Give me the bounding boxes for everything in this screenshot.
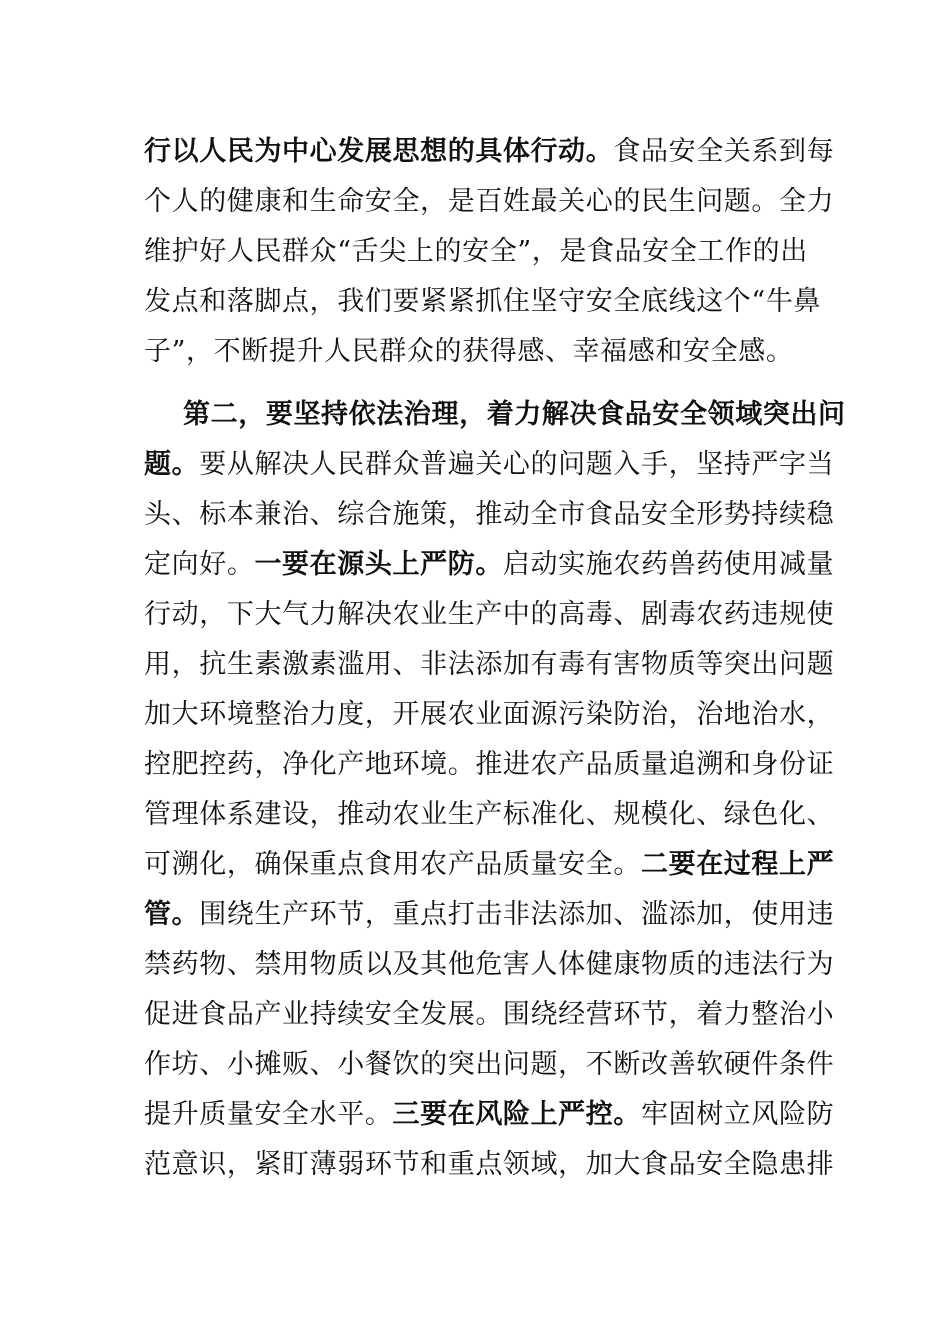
paragraph-2-line: 行 动 ， 下 大 气 力 解 决 农 业 生 产 中 的 高 毒 、 剧 毒 农 药 违 规 使 <box>144 599 835 630</box>
paragraph-2-line: 提 升 质 量 安 全 水 平 。 三 要 在 风 险 上 严 控 。 牢 固 树 立 风 险 防 <box>144 1099 835 1130</box>
paragraph-2-line: 定 向 好 。 一 要 在 源 头 上 严 防 。 启 动 实 施 农 药 兽 药 使 用 减 量 <box>144 549 835 580</box>
paragraph-2-line: 控 肥 控 药 ， 净 化 产 地 环 境 。 推 进 农 产 品 质 量 追 溯 和 身 份 证 <box>144 749 835 780</box>
paragraph-2-line: 用 ， 抗 生 素 激 素 滥 用 、 非 法 添 加 有 毒 有 害 物 质 等 突 出 问 题 <box>144 649 835 680</box>
paragraph-1-line: 行 以 人 民 为 中 心 发 展 思 想 的 具 体 行 动 。 食 品 安 全 关 系 到 每 <box>144 136 835 167</box>
paragraph-2-line: 题 。 要 从 解 决 人 民 群 众 普 遍 关 心 的 问 题 入 手 ， 坚 持 严 字 当 <box>144 449 835 480</box>
paragraph-2-line: 管 理 体 系 建 设 ， 推 动 农 业 生 产 标 准 化 、 规 模 化 、 绿 色 化 、 <box>144 799 835 830</box>
paragraph-1-line: 发 点 和 落 脚 点 ， 我 们 要 紧 紧 抓 住 坚 守 安 全 底 线 这 个 “ 牛 鼻 <box>144 286 822 317</box>
paragraph-1-line: 子 ” ， 不 断 提 升 人 民 群 众 的 获 得 感 、 幸 福 感 和 安 全 感 。 <box>144 336 794 367</box>
paragraph-2-line: 头 、 标 本 兼 治 、 综 合 施 策 ， 推 动 全 市 食 品 安 全 形 势 持 续 稳 <box>144 499 835 530</box>
paragraph-2-line: 作 坊 、 小 摊 贩 、 小 餐 饮 的 突 出 问 题 ， 不 断 改 善 软 硬 件 条 件 <box>144 1049 835 1080</box>
paragraph-2-line: 第 二 ， 要 坚 持 依 法 治 理 ， 着 力 解 决 食 品 安 全 领 域 突 出 问 <box>183 399 846 430</box>
paragraph-2-line: 促 进 食 品 产 业 持 续 安 全 发 展 。 围 绕 经 营 环 节 ， 着 力 整 治 小 <box>144 999 835 1030</box>
paragraph-2-line: 可 溯 化 ， 确 保 重 点 食 用 农 产 品 质 量 安 全 。 二 要 在 过 程 上 严 <box>144 849 835 880</box>
paragraph-2-line: 范 意 识 ， 紧 盯 薄 弱 环 节 和 重 点 领 域 ， 加 大 食 品 安 全 隐 患 排 <box>144 1149 835 1180</box>
paragraph-2-line: 管 。 围 绕 生 产 环 节 ， 重 点 打 击 非 法 添 加 、 滥 添 加 ， 使 用 违 <box>144 899 835 930</box>
paragraph-2-line: 加 大 环 境 整 治 力 度 ， 开 展 农 业 面 源 污 染 防 治 ， 治 地 治 水 ， <box>144 699 835 730</box>
paragraph-2-line: 禁 药 物 、 禁 用 物 质 以 及 其 他 危 害 人 体 健 康 物 质 的 违 法 行 为 <box>144 949 835 980</box>
paragraph-1-line: 维 护 好 人 民 群 众 “ 舌 尖 上 的 安 全 ” ， 是 食 品 安 全 工 作 的 出 <box>144 236 808 267</box>
paragraph-1-line: 个 人 的 健 康 和 生 命 安 全 ， 是 百 姓 最 关 心 的 民 生 问 题 。 全 力 <box>144 186 835 217</box>
